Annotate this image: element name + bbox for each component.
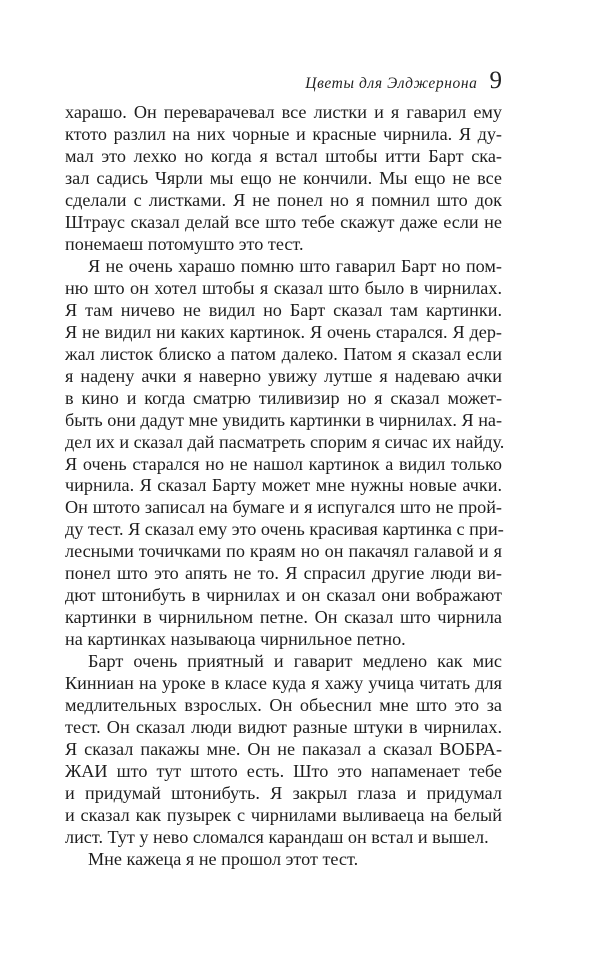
text-line: харашо. Он переварачевал все листки и я гаварил ему bbox=[65, 102, 502, 122]
page-header bbox=[305, 68, 502, 93]
text-line: ню што он хотел штобы я сказал што было в чирнилах. bbox=[65, 277, 502, 298]
text-line: чирнила. Я сказал Барту может мне нужны новые ачки. bbox=[65, 475, 502, 496]
text-line: мал это лехко но когда я встал штобы итти Барт ска- bbox=[65, 145, 502, 166]
text-line: тест. Он сказал люди видют разные штуки в чирнилах. bbox=[65, 717, 502, 738]
text-line: Кинниан на уроке в класе куда я хажу учица читать для bbox=[65, 673, 502, 694]
text-line: Я не видил ни каких картинок. Я очень старался. Я дер- bbox=[65, 321, 502, 342]
page-number: 9 bbox=[489, 67, 502, 94]
text-line: жал листок блиско а патом далеко. Патом я сказал если bbox=[65, 343, 502, 364]
text-line: я надену ачки я наверно увижу лутше я надеваю ачки bbox=[65, 365, 502, 386]
text-line: понемаеш потомушто это тест. bbox=[65, 233, 304, 254]
text-line: быть они дадут мне увидить картинки в чирнилах. Я на- bbox=[65, 409, 503, 430]
text-line: лист. Тут у нево сломался карандаш он встал и вышел. bbox=[65, 826, 489, 847]
text-line: Барт очень приятный и гаварит медлено как мис bbox=[88, 651, 502, 672]
text-line: Я очень старался но не нашол картинок а видил только bbox=[65, 453, 502, 474]
text-line: Мне кажеца я не прошол этот тест. bbox=[88, 848, 359, 869]
text-line: ду тест. Я сказал ему это очень красивая картинка с при- bbox=[65, 519, 504, 540]
body-text bbox=[65, 102, 505, 871]
text-line: зал садись Чярли мы ещо не кончили. Мы ещо не все bbox=[65, 167, 502, 188]
paragraph bbox=[65, 849, 502, 871]
text-line: ктото разлил на них чорные и красные чирнила. Я ду- bbox=[65, 123, 502, 144]
paragraph bbox=[65, 651, 502, 849]
text-line: Я там ничево не видил но Барт сказал там картинки. bbox=[65, 299, 502, 320]
text-line: Я не очень харашо помню што гаварил Барт но пом- bbox=[88, 255, 502, 276]
text-line: в кино и когда сматрю тиливизир но я сказал может- bbox=[65, 387, 502, 408]
text-line: дел их и сказал дай пасматреть спорим я сичас их найду. bbox=[65, 431, 505, 452]
text-line: картинки в чирнильном петне. Он сказал што чирнила bbox=[65, 607, 502, 628]
text-line: Он штото записал на бумаге и я испугался што не прой- bbox=[65, 497, 502, 518]
text-line: Я сказал пакажы мне. Он не паказал а сказал ВОБРА- bbox=[65, 739, 502, 760]
text-line: ЖАИ што тут штото есть. Што это напаменает тебе bbox=[65, 761, 502, 782]
text-line: лесными точичками по краям но он пакачял галавой и я bbox=[65, 541, 502, 562]
text-line: на картинках называюца чирнильное петно. bbox=[65, 629, 406, 650]
text-line: медлительных взрослых. Он обьеснил мне што это за bbox=[65, 695, 502, 716]
paragraph bbox=[65, 255, 505, 651]
text-line: понел што это апять не то. Я спрасил другие люди ви- bbox=[65, 563, 502, 584]
text-line: дют штонибуть в чирнилах и он сказал они вображают bbox=[65, 585, 502, 606]
text-line: и сказал как пузырек с чирнилами выливаеца на белый bbox=[65, 805, 502, 825]
text-line: и придумай штонибуть. Я закрыл глаза и придумал bbox=[65, 783, 502, 804]
text-line: Штраус сказал делай все што тебе скажут даже если не bbox=[65, 211, 502, 232]
text-line: сделали с листками. Я не понел но я помнил што док bbox=[65, 189, 502, 210]
paragraph bbox=[65, 102, 502, 256]
running-title: Цветы для Элджернона bbox=[305, 75, 478, 92]
